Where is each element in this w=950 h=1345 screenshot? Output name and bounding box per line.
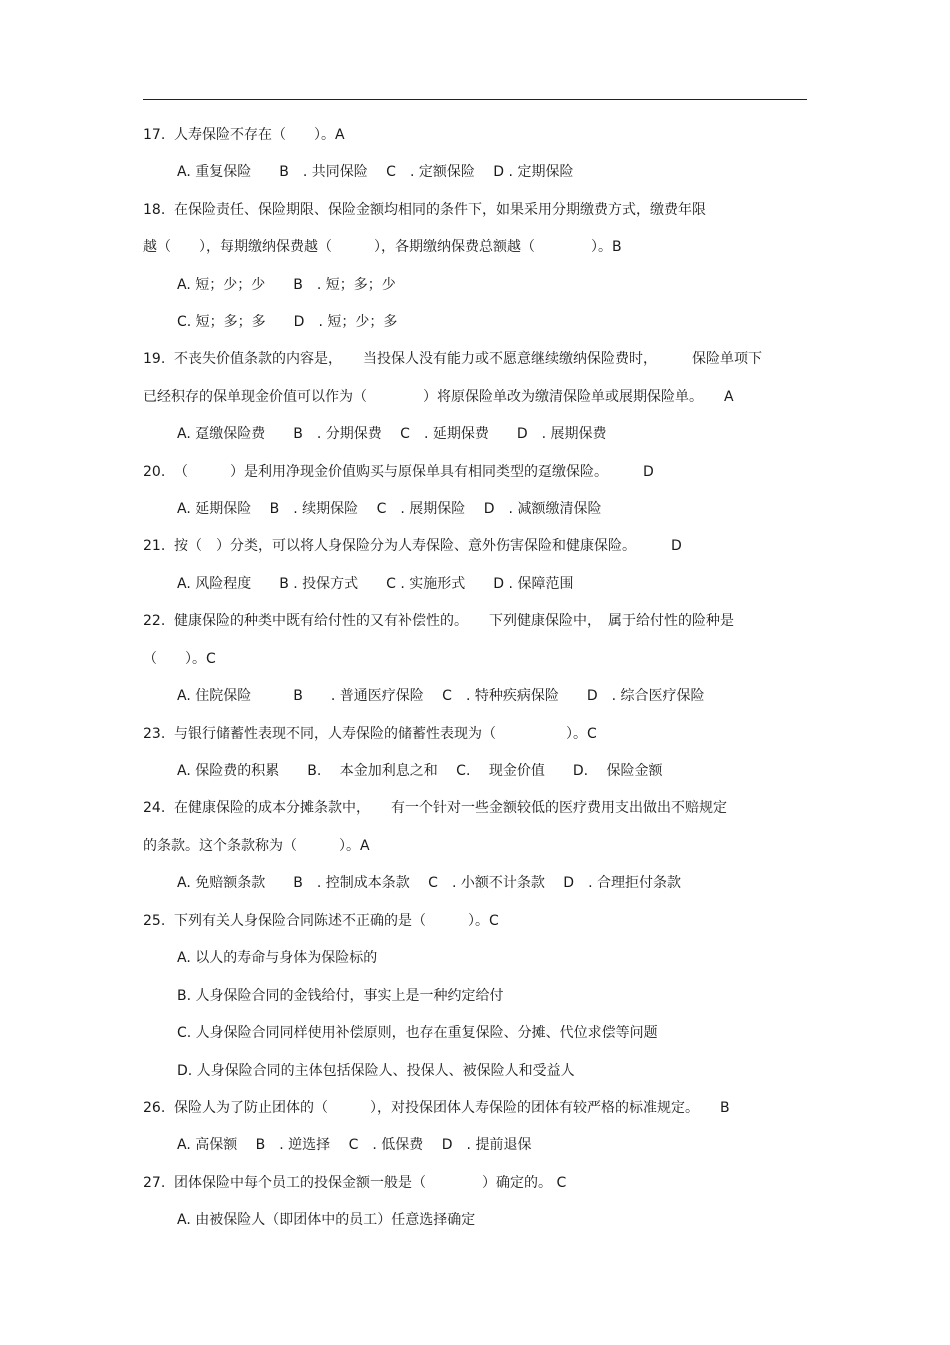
question-24-options: A. 免赔额条款 B . 控制成本条款 C . 小额不计条款 D . 合理拒付条款 [177, 875, 681, 891]
question-19-options: A. 趸缴保险费 B . 分期保费 C . 延期保费 D . 展期保费 [177, 426, 607, 442]
question-25-option-d: D. 人身保险合同的主体包括保险人、投保人、被保险人和受益人 [177, 1063, 575, 1079]
question-27-option-a: A. 由被保险人（即团体中的员工）任意选择确定 [177, 1212, 476, 1228]
question-26: 26. 保险人为了防止团体的（ ），对投保团体人寿保险的团体有较严格的标准规定。 B [143, 1100, 730, 1116]
question-22: 22. 健康保险的种类中既有给付性的又有补偿性的。 下列健康保险中， 属于给付性的险种是 [143, 613, 734, 629]
question-18-options-2: C. 短；多；多 D . 短；少；多 [177, 314, 398, 330]
question-21-options: A. 风险程度 B . 投保方式 C . 实施形式 D . 保障范围 [177, 576, 574, 592]
question-23-options: A. 保险费的积累 B. 本金加利息之和 C. 现金价值 D. 保险金额 [177, 763, 663, 779]
question-20-options: A. 延期保险 B . 续期保险 C . 展期保险 D . 减额缴清保险 [177, 501, 602, 517]
question-18: 18. 在保险责任、保险期限、保险金额均相同的条件下，如果采用分期缴费方式，缴费年限 [143, 202, 706, 218]
question-17-options: A. 重复保险 B . 共同保险 C . 定额保险 D . 定期保险 [177, 164, 574, 180]
question-25-option-a: A. 以人的寿命与身体为保险标的 [177, 950, 378, 966]
question-25: 25. 下列有关人身保险合同陈述不正确的是（ ）。C [143, 913, 499, 929]
question-22-line-2: （ ）。C [143, 651, 216, 667]
question-19-line-2: 已经积存的保单现金价值可以作为（ ）将原保险单改为缴清保险单或展期保险单。 A [143, 389, 734, 405]
question-19: 19. 不丧失价值条款的内容是， 当投保人没有能力或不愿意继续缴纳保险费时， 保险单项下 [143, 351, 762, 367]
question-25-option-b: B. 人身保险合同的金钱给付，事实上是一种约定给付 [177, 988, 504, 1004]
question-26-options: A. 高保额 B . 逆选择 C . 低保费 D . 提前退保 [177, 1137, 532, 1153]
question-27: 27. 团体保险中每个员工的投保金额一般是（ ）确定的。 C [143, 1175, 567, 1191]
question-21: 21. 按（ ）分类，可以将人身保险分为人寿保险、意外伤害保险和健康保险。 D [143, 538, 682, 554]
question-24: 24. 在健康保险的成本分摊条款中， 有一个针对一些金额较低的医疗费用支出做出不赔规定 [143, 800, 727, 816]
question-25-option-c: C. 人身保险合同同样使用补偿原则，也存在重复保险、分摊、代位求偿等问题 [177, 1025, 658, 1041]
question-24-line-2: 的条款。这个条款称为（ ）。A [143, 838, 370, 854]
header-rule [143, 99, 807, 100]
question-18-line-2: 越（ ），每期缴纳保费越（ ），各期缴纳保费总额越（ ）。B [143, 239, 622, 255]
question-17: 17. 人寿保险不存在（ ）。A [143, 127, 345, 143]
question-18-options-1: A. 短；少；少 B . 短；多；少 [177, 277, 396, 293]
question-22-options: A. 住院保险 B . 普通医疗保险 C . 特种疾病保险 D . 综合医疗保险 [177, 688, 705, 704]
question-20: 20. （ ）是利用净现金价值购买与原保单具有相同类型的趸缴保险。 D [143, 464, 654, 480]
question-23: 23. 与银行储蓄性表现不同，人寿保险的储蓄性表现为（ ）。C [143, 726, 597, 742]
